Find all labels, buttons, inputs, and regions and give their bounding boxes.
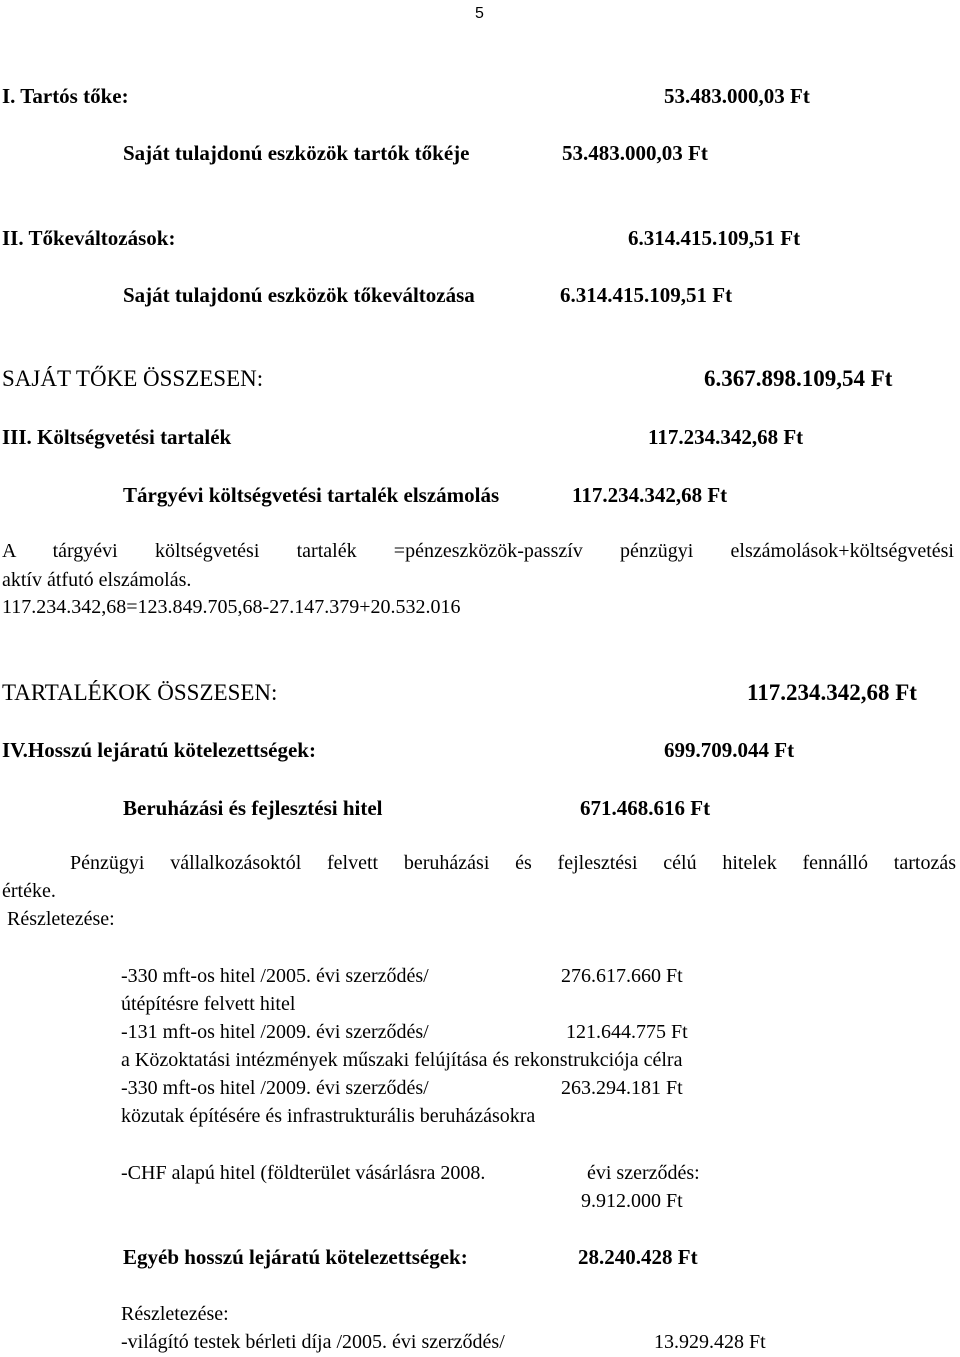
tartos-toke-amount: 53.483.000,03 Ft: [664, 84, 810, 108]
tokevaltozasok-sub-amount: 6.314.415.109,51 Ft: [560, 283, 733, 307]
loan-line: -330 mft-os hitel /2005. évi szerződés/: [121, 965, 429, 987]
chf-loan-contract: évi szerződés:: [587, 1162, 700, 1184]
tartos-toke-sub-label: Saját tulajdonú eszközök tartók tőkéje: [123, 141, 470, 165]
targyevi-tartalek-amount: 117.234.342,68 Ft: [572, 483, 728, 507]
koltsegvetesi-tartalek-heading: III. Költségvetési tartalék: [2, 425, 232, 449]
sajat-toke-amount: 6.367.898.109,54 Ft: [704, 366, 893, 391]
sajat-toke-label: SAJÁT TŐKE ÖSSZESEN:: [2, 366, 264, 391]
beruhazasi-hitel-amount: 671.468.616 Ft: [580, 796, 711, 820]
page-number: 5: [475, 5, 484, 22]
loan-line: -131 mft-os hitel /2009. évi szerződés/: [121, 1021, 429, 1043]
beruhazasi-hitel-label: Beruházási és fejlesztési hitel: [123, 796, 383, 820]
tartos-toke-heading: I. Tartós tőke:: [2, 84, 129, 108]
tartalek-explanation-line1: A tárgyévi költségvetési tartalék =pénzeszközök-passzív pénzügyi elszámolások+költségvetési: [2, 540, 954, 562]
egyeb-amount: 28.240.428 Ft: [578, 1245, 698, 1269]
tartalekok-amount: 117.234.342,68 Ft: [747, 680, 917, 705]
loan-amount: 263.294.181 Ft: [561, 1077, 683, 1099]
hitel-description-line1: Pénzügyi vállalkozásoktól felvett beruházási és fejlesztési célú hitelek fennálló tartozás: [70, 852, 956, 874]
loan-purpose: a Közoktatási intézmények műszaki felújítása és rekonstrukciója célra: [121, 1049, 683, 1071]
hitel-description-line2: értéke.: [2, 880, 56, 902]
chf-loan-line: -CHF alapú hitel (földterület vásárlásra 2008.: [121, 1162, 486, 1184]
koltsegvetesi-tartalek-amount: 117.234.342,68 Ft: [648, 425, 804, 449]
tartalek-explanation-line2: aktív átfutó elszámolás.: [2, 569, 192, 591]
targyevi-tartalek-label: Tárgyévi költségvetési tartalék elszámolás: [123, 483, 500, 507]
loan-amount: 121.644.775 Ft: [566, 1021, 688, 1043]
tokevaltozasok-heading: II. Tőkeváltozások:: [2, 226, 176, 250]
egyeb-heading: Egyéb hosszú lejáratú kötelezettségek:: [123, 1245, 468, 1269]
egyeb-details-label: Részletezése:: [121, 1303, 229, 1325]
hosszu-lejaratu-amount: 699.709.044 Ft: [664, 738, 795, 762]
tartalekok-label: TARTALÉKOK ÖSSZESEN:: [2, 680, 278, 705]
loan-line: -330 mft-os hitel /2009. évi szerződés/: [121, 1077, 429, 1099]
chf-loan-amount: 9.912.000 Ft: [581, 1190, 683, 1212]
egyeb-item-amount: 13.929.428 Ft: [654, 1331, 766, 1353]
tokevaltozasok-sub-label: Saját tulajdonú eszközök tőkeváltozása: [123, 283, 475, 307]
egyeb-item-line: -világító testek bérleti díja /2005. évi szerződés/: [121, 1331, 505, 1353]
loan-purpose: közutak építésére és infrastrukturális beruházásokra: [121, 1105, 536, 1127]
tartalek-formula: 117.234.342,68=123.849.705,68-27.147.379+20.532.016: [2, 596, 461, 618]
loan-amount: 276.617.660 Ft: [561, 965, 683, 987]
hitel-details-label: Részletezése:: [7, 908, 115, 930]
loan-purpose: útépítésre felvett hitel: [121, 993, 296, 1015]
tartos-toke-sub-amount: 53.483.000,03 Ft: [562, 141, 708, 165]
tokevaltozasok-amount: 6.314.415.109,51 Ft: [628, 226, 801, 250]
hosszu-lejaratu-heading: IV.Hosszú lejáratú kötelezettségek:: [2, 738, 316, 762]
